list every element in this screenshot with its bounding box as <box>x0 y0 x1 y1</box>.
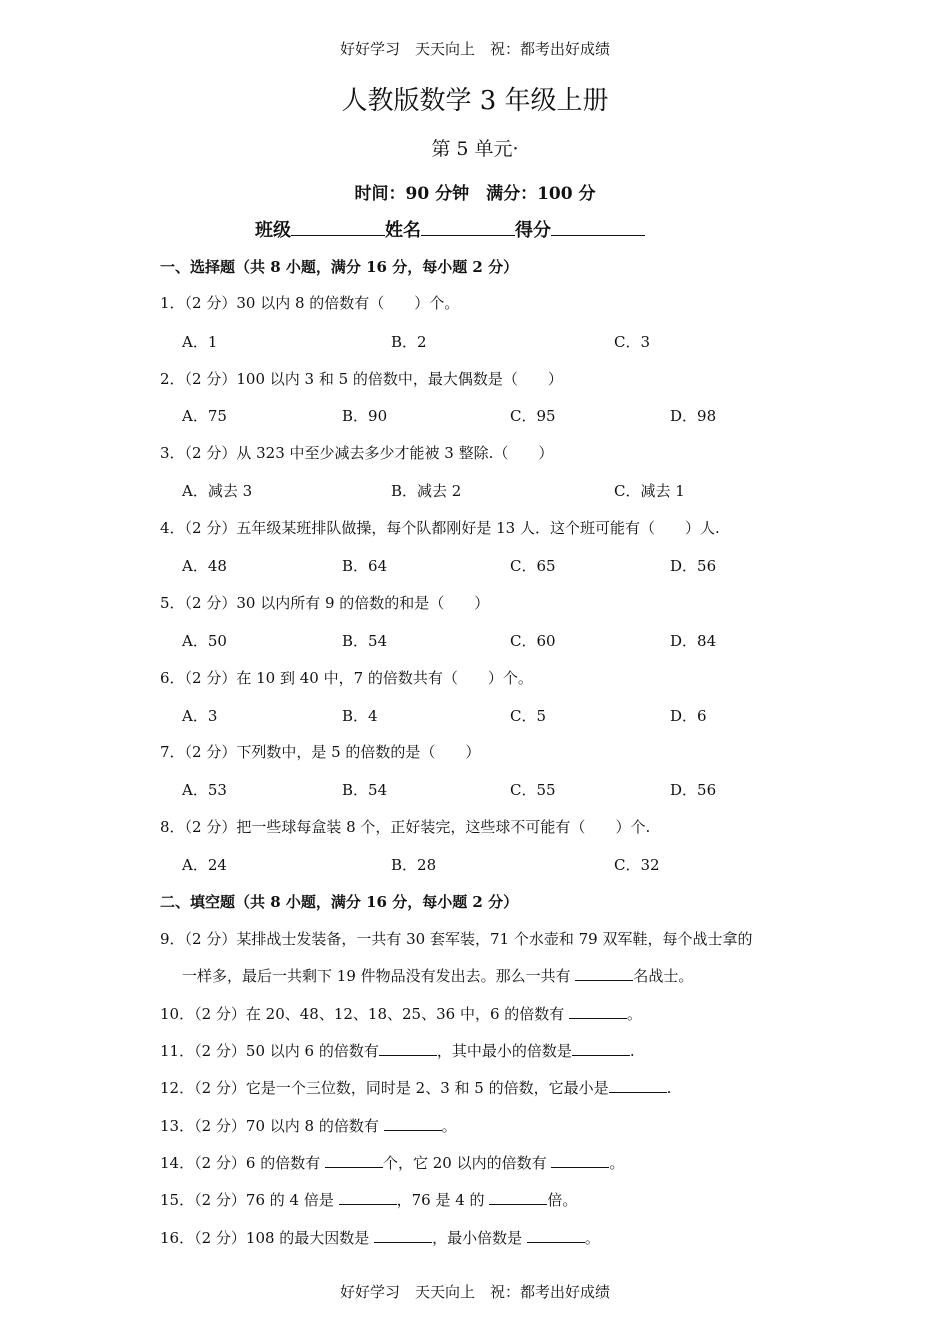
q1-option-a[interactable]: A．1 <box>182 333 218 351</box>
q13-answer-blank[interactable] <box>384 1116 442 1131</box>
question-14: 14．（2 分）6 的倍数有 个，它 20 以内的倍数有 。 <box>160 1154 625 1172</box>
name-label: 姓名 <box>385 220 421 241</box>
score-blank[interactable] <box>551 217 645 236</box>
q3-option-a[interactable]: A．减去 3 <box>182 482 253 500</box>
q3-option-b[interactable]: B．减去 2 <box>391 482 462 500</box>
question-13: 13．（2 分）70 以内 8 的倍数有 。 <box>160 1117 457 1135</box>
question-5: 5．（2 分）30 以内所有 9 的倍数的和是（ ） <box>160 594 490 612</box>
score-label: 得分 <box>515 220 551 241</box>
q8-option-a[interactable]: A．24 <box>182 856 227 874</box>
q1-option-b[interactable]: B．2 <box>391 333 427 351</box>
q4-option-c[interactable]: C．65 <box>510 557 556 575</box>
unit-subtitle: 第 5 单元· <box>431 138 519 160</box>
q8-option-b[interactable]: B．28 <box>391 856 437 874</box>
q15-answer-blank-1[interactable] <box>339 1190 397 1205</box>
question-6: 6．（2 分）在 10 到 40 中，7 的倍数共有（ ）个。 <box>160 669 533 687</box>
q2-option-c[interactable]: C．95 <box>510 407 556 425</box>
q8-option-c[interactable]: C．32 <box>614 856 660 874</box>
q11-answer-blank-2[interactable] <box>572 1041 630 1056</box>
q16-answer-blank-1[interactable] <box>374 1228 432 1243</box>
page-footer: 好好学习 天天向上 祝：都考出好成绩 <box>339 1283 610 1301</box>
student-fields <box>255 216 645 242</box>
q7-option-d[interactable]: D．56 <box>670 781 717 799</box>
exam-meta: 时间：90 分钟 满分：100 分 <box>354 184 596 204</box>
question-7: 7．（2 分）下列数中，是 5 的倍数的是（ ） <box>160 743 481 761</box>
q6-option-b[interactable]: B．4 <box>342 707 378 725</box>
q10-answer-blank[interactable] <box>569 1004 627 1019</box>
question-15: 15．（2 分）76 的 4 倍是 ，76 是 4 的 倍。 <box>160 1191 578 1209</box>
page-title: 人教版数学 3 年级上册 <box>341 86 609 116</box>
q12-answer-blank[interactable] <box>609 1078 667 1093</box>
question-11: 11．（2 分）50 以内 6 的倍数有 ，其中最小的倍数是 . <box>160 1042 635 1060</box>
question-9-cont: 一样多，最后一共剩下 19 件物品没有发出去。那么一共有 名战士。 <box>182 967 694 985</box>
q5-option-a[interactable]: A．50 <box>182 632 227 650</box>
q3-option-c[interactable]: C．减去 1 <box>614 482 685 500</box>
question-4: 4．（2 分）五年级某班排队做操，每个队都刚好是 13 人．这个班可能有（ ）人. <box>160 519 720 537</box>
q5-option-b[interactable]: B．54 <box>342 632 388 650</box>
question-10: 10．（2 分）在 20、48、12、18、25、36 中，6 的倍数有 。 <box>160 1005 643 1023</box>
q15-answer-blank-2[interactable] <box>489 1190 547 1205</box>
q11-answer-blank-1[interactable] <box>379 1041 437 1056</box>
q16-answer-blank-2[interactable] <box>527 1228 585 1243</box>
section-choice-heading: 一、选择题（共 8 小题，满分 16 分，每小题 2 分） <box>160 258 519 276</box>
page-header: 好好学习 天天向上 祝：都考出好成绩 <box>339 40 610 58</box>
question-9: 9．（2 分）某排战士发装备，一共有 30 套军装，71 个水壶和 79 双军鞋，每个战士拿的 <box>160 930 753 948</box>
q6-option-a[interactable]: A．3 <box>182 707 218 725</box>
q7-option-a[interactable]: A．53 <box>182 781 227 799</box>
q14-answer-blank-2[interactable] <box>551 1153 609 1168</box>
question-8: 8．（2 分）把一些球每盒装 8 个，正好装完，这些球不可能有（ ）个. <box>160 818 651 836</box>
class-blank[interactable] <box>291 217 385 236</box>
q1-option-c[interactable]: C．3 <box>614 333 651 351</box>
q5-option-c[interactable]: C．60 <box>510 632 556 650</box>
q6-option-c[interactable]: C．5 <box>510 707 547 725</box>
name-blank[interactable] <box>421 217 515 236</box>
q5-option-d[interactable]: D．84 <box>670 632 717 650</box>
class-label: 班级 <box>255 220 291 241</box>
question-2: 2．（2 分）100 以内 3 和 5 的倍数中，最大偶数是（ ） <box>160 370 563 388</box>
q9-answer-blank[interactable] <box>575 966 633 981</box>
question-3: 3．（2 分）从 323 中至少减去多少才能被 3 整除.（ ） <box>160 444 554 462</box>
q2-option-d[interactable]: D．98 <box>670 407 717 425</box>
question-12: 12．（2 分）它是一个三位数，同时是 2、3 和 5 的倍数，它最小是 . <box>160 1079 672 1097</box>
q7-option-c[interactable]: C．55 <box>510 781 556 799</box>
q14-answer-blank-1[interactable] <box>325 1153 383 1168</box>
q4-option-a[interactable]: A．48 <box>182 557 227 575</box>
q4-option-b[interactable]: B．64 <box>342 557 388 575</box>
q6-option-d[interactable]: D．6 <box>670 707 707 725</box>
q4-option-d[interactable]: D．56 <box>670 557 717 575</box>
question-1: 1．（2 分）30 以内 8 的倍数有（ ）个。 <box>160 294 460 312</box>
q2-option-b[interactable]: B．90 <box>342 407 388 425</box>
question-16: 16．（2 分）108 的最大因数是 ，最小倍数是 。 <box>160 1229 600 1247</box>
section-fill-heading: 二、填空题（共 8 小题，满分 16 分，每小题 2 分） <box>160 893 519 911</box>
q2-option-a[interactable]: A．75 <box>182 407 227 425</box>
q7-option-b[interactable]: B．54 <box>342 781 388 799</box>
